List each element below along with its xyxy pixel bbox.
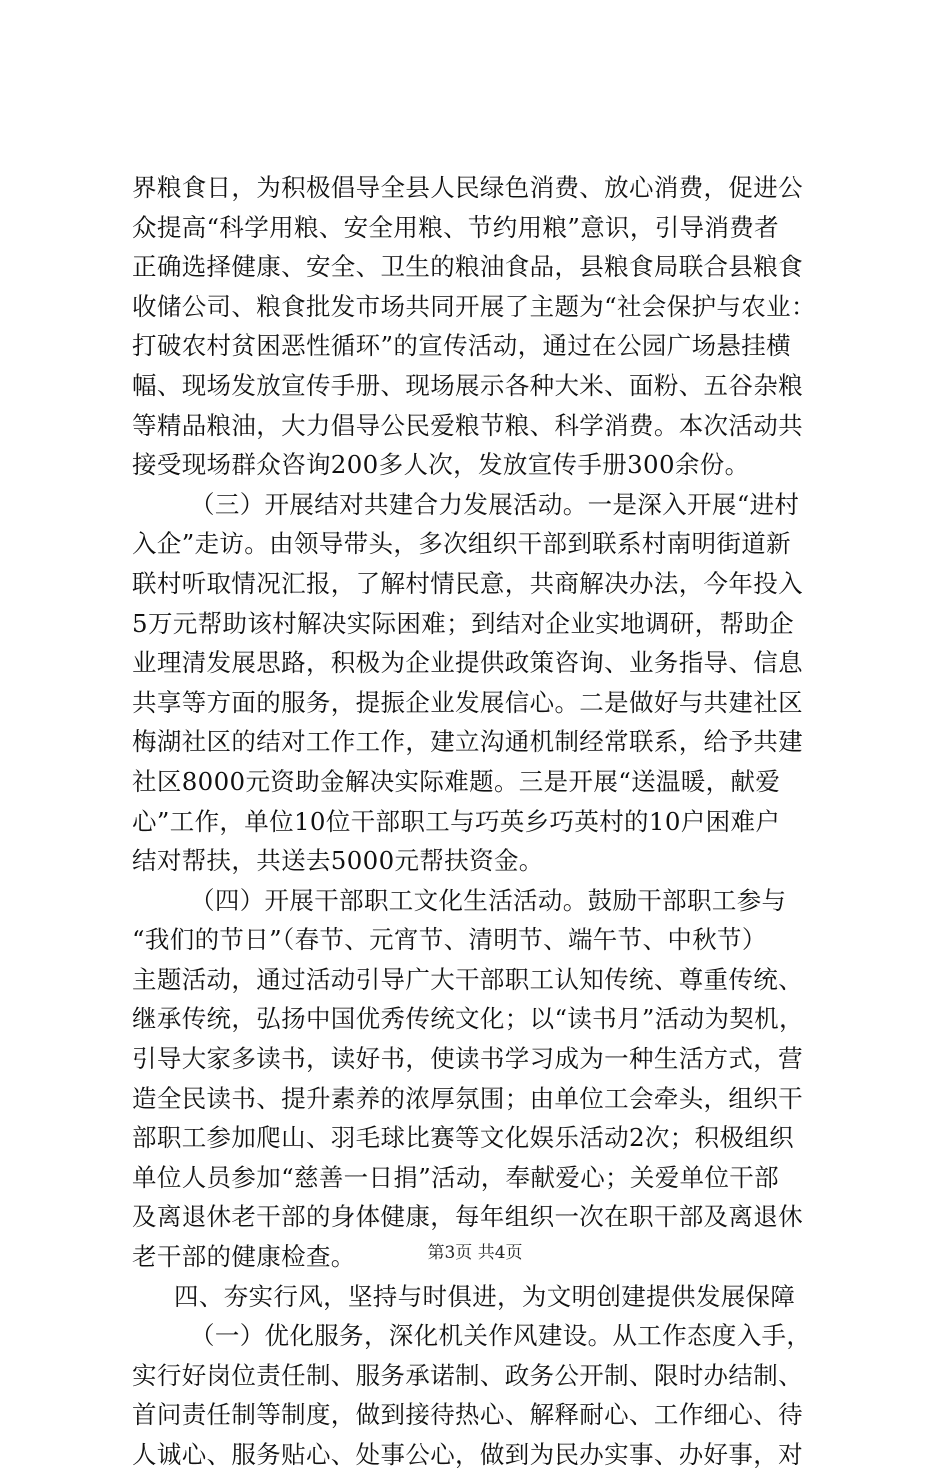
text-line: 梅湖社区的结对工作工作，建立沟通机制经常联系，给予共建 — [132, 727, 803, 757]
text-line: 实行好岗位责任制、服务承诺制、政务公开制、限时办结制、 — [132, 1360, 803, 1390]
paragraph-heading-1: （一）优化服务，深化机关作风建设。从工作态度入手， — [190, 1321, 812, 1351]
text-line: 业理清发展思路，积极为企业提供政策咨询、业务指导、信息 — [132, 648, 803, 678]
text-line: 部职工参加爬山、羽毛球比赛等文化娱乐活动2次；积极组织 — [132, 1123, 795, 1153]
text-line: 社区8000元资助金解决实际难题。三是开展“送温暖，献爱 — [132, 766, 781, 796]
text-line: 打破农村贫困恶性循环”的宣传活动，通过在公园广场悬挂横 — [132, 331, 791, 361]
paragraph-heading-3: （三）开展结对共建合力发展活动。一是深入开展“进村 — [190, 489, 800, 519]
text-line: 联村听取情况汇报，了解村情民意，共商解决办法，今年投入 — [132, 568, 803, 598]
text-line: 5万元帮助该村解决实际困难；到结对企业实地调研，帮助企 — [132, 608, 795, 638]
text-line: 心”工作，单位10位干部职工与巧英乡巧英村的10户困难户 — [132, 806, 781, 836]
text-line: 收储公司、粮食批发市场共同开展了主题为“社会保护与农业： — [132, 291, 816, 321]
text-line: 主题活动，通过活动引导广大干部职工认知传统、尊重传统、 — [132, 964, 803, 994]
text-line: 入企”走访。由领导带头，多次组织干部到联系村南明街道新 — [132, 529, 791, 559]
text-line: 继承传统，弘扬中国优秀传统文化；以“读书月”活动为契机， — [132, 1004, 804, 1034]
paragraph-heading-4: （四）开展干部职工文化生活活动。鼓励干部职工参与 — [190, 885, 787, 915]
text-line: 界粮食日，为积极倡导全县人民绿色消费、放心消费，促进公 — [132, 173, 803, 202]
text-line: 人诚心、服务贴心、处事公心，做到为民办实事、办好事，对 — [132, 1440, 803, 1469]
text-line: 结对帮扶，共送去5000元帮扶资金。 — [132, 846, 544, 876]
text-line: 单位人员参加“慈善一日捐”活动，奉献爱心；关爱单位干部 — [132, 1162, 779, 1192]
text-line: 众提高“科学用粮、安全用粮、节约用粮”意识，引导消费者 — [132, 212, 779, 242]
body-text — [132, 168, 832, 1475]
text-line: 正确选择健康、安全、卫生的粮油食品，县粮食局联合县粮食 — [132, 252, 803, 282]
text-line: 引导大家多读书，读好书，使读书学习成为一种生活方式，营 — [132, 1044, 803, 1074]
text-line: 接受现场群众咨询200多人次，发放宣传手册300余份。 — [132, 450, 750, 480]
text-line: 老干部的健康检查。 — [132, 1242, 356, 1272]
text-line: 及离退休老干部的身体健康，每年组织一次在职干部及离退休 — [132, 1202, 803, 1232]
text-line: 等精品粮油，大力倡导公民爱粮节粮、科学消费。本次活动共 — [132, 410, 803, 440]
text-line: 幅、现场发放宣传手册、现场展示各种大米、面粉、五谷杂粮 — [132, 370, 803, 400]
text-line: 造全民读书、提升素养的浓厚氛围；由单位工会牵头，组织干 — [132, 1083, 803, 1113]
text-line: 首问责任制等制度，做到接待热心、解释耐心、工作细心、待 — [132, 1400, 803, 1430]
page-number-footer: 第3页 共4页 — [427, 1243, 523, 1263]
text-line: 共享等方面的服务，提振企业发展信心。二是做好与共建社区 — [132, 687, 803, 717]
text-line: “我们的节日”（春节、元宵节、清明节、端午节、中秋节） — [132, 925, 767, 955]
section-heading: 四、夯实行风，坚持与时俱进，为文明创建提供发展保障 — [174, 1281, 796, 1311]
